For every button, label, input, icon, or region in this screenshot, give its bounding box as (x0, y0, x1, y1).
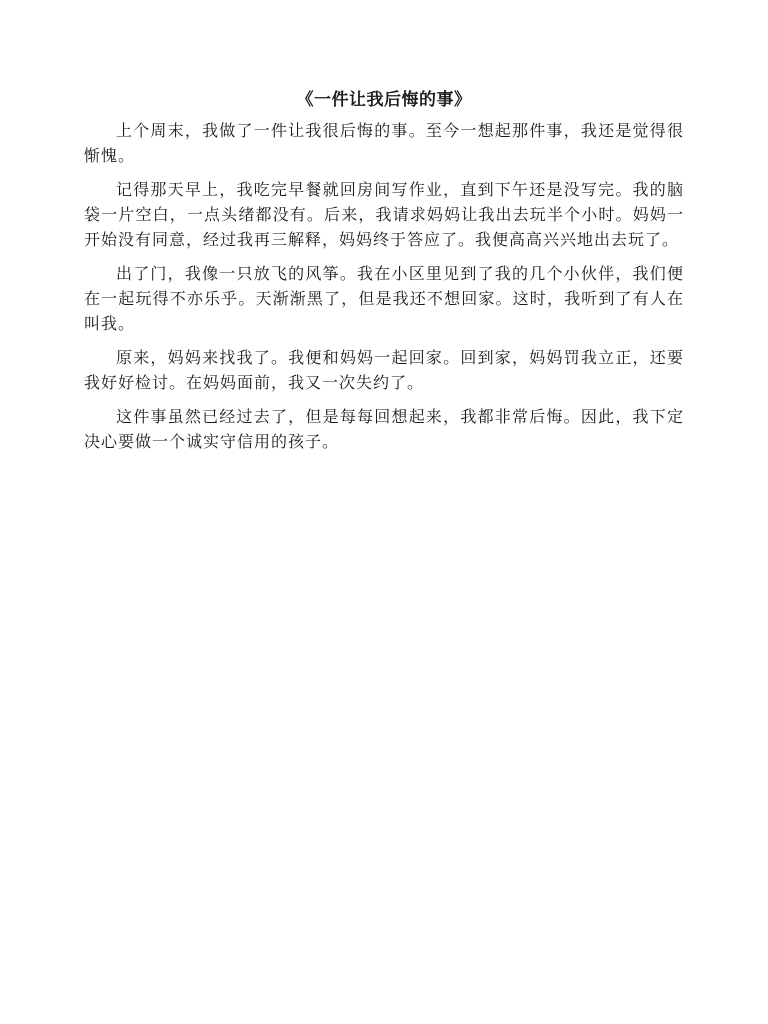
paragraph-4: 原来，妈妈来找我了。我便和妈妈一起回家。回到家，妈妈罚我立正，还要我好好检讨。在妈妈面前，我又一次失约了。 (84, 348, 684, 392)
paragraph-2: 记得那天早上，我吃完早餐就回房间写作业，直到下午还是没写完。我的脑袋一片空白，一点头绪都没有。后来，我请求妈妈让我出去玩半个小时。妈妈一开始没有同意，经过我再三解释，妈妈终于答应了。我便高高兴兴地出去玩了。 (84, 180, 684, 249)
paragraph-1: 上个周末，我做了一件让我很后悔的事。至今一想起那件事，我还是觉得很惭愧。 (84, 121, 684, 165)
document-title: 《一件让我后悔的事》 (296, 90, 472, 110)
paragraph-3: 出了门，我像一只放飞的风筝。我在小区里见到了我的几个小伙伴，我们便在一起玩得不亦乐乎。天渐渐黑了，但是我还不想回家。这时，我听到了有人在叫我。 (84, 264, 684, 333)
document-body (84, 88, 684, 463)
paragraph-5: 这件事虽然已经过去了，但是每每回想起来，我都非常后悔。因此，我下定决心要做一个诚实守信用的孩子。 (84, 407, 684, 451)
